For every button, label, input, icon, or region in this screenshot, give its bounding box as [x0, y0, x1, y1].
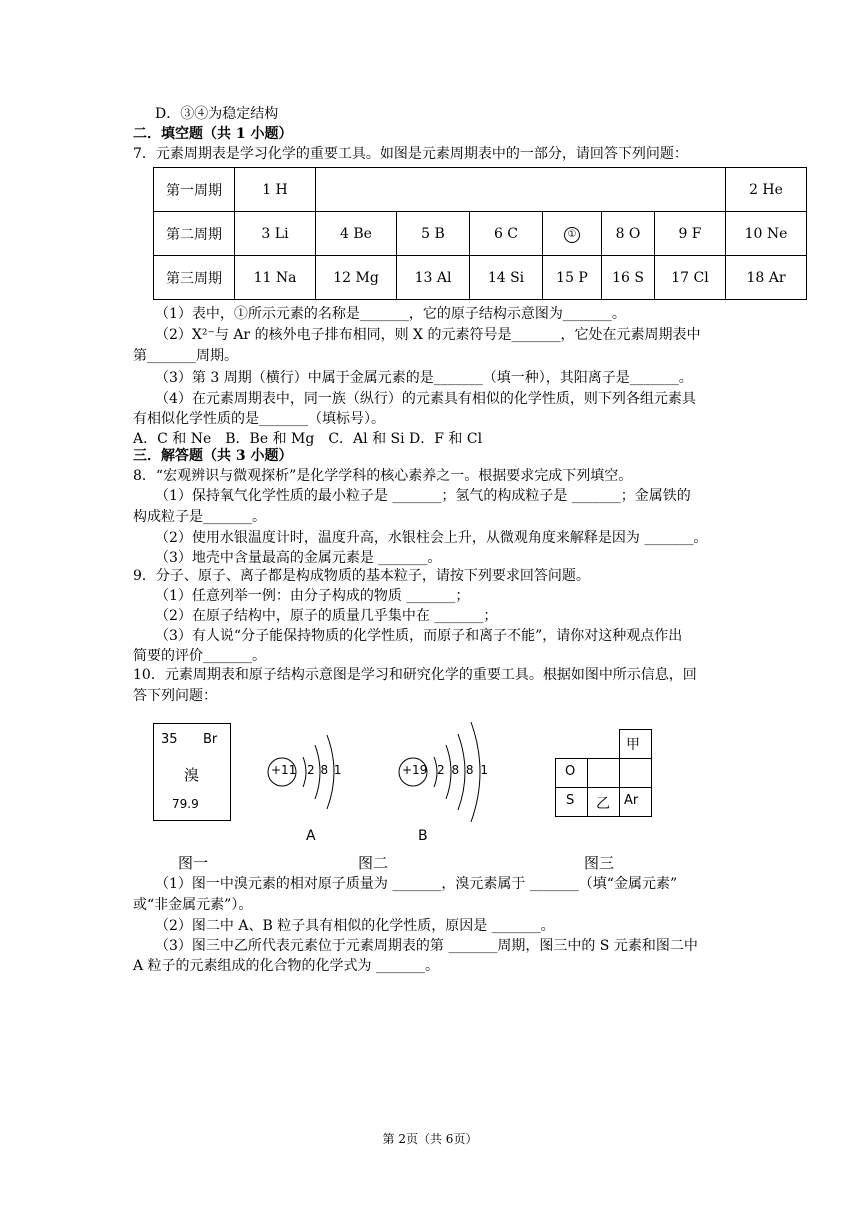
q9-sub3-b: 简要的评价_______。 — [133, 648, 266, 664]
caption-figure-3: 图三 — [584, 854, 615, 872]
q8-sub3: （3）地壳中含量最高的金属元素是 _______。 — [155, 550, 442, 566]
table-cell: 6 C — [470, 212, 543, 256]
q7-sub3: （3）第 3 周期（横行）中属于金属元素的是_______（填一种），其阳离子是_______。 — [155, 370, 693, 386]
table-row — [154, 256, 807, 300]
table-cell: 15 P — [543, 256, 602, 300]
element-name: 溴 — [184, 766, 200, 784]
q9-sub2: （2）在原子结构中，原子的质量几乎集中在 _______； — [155, 608, 498, 624]
shells-b: 2 8 8 1 — [437, 763, 488, 777]
table-cell: 5 B — [397, 212, 470, 256]
table-cell: 12 Mg — [316, 256, 397, 300]
q7-sub4-b: 有相似化学性质的是_______（填标号）。 — [133, 411, 385, 427]
table-cell: 8 O — [602, 212, 655, 256]
period-label: 第一周期 — [154, 168, 235, 212]
q7-sub1: （1）表中，①所示元素的名称是_______，它的原子结构示意图为_______。 — [155, 306, 626, 322]
table-cell: 11 Na — [235, 256, 316, 300]
table-row — [154, 212, 807, 256]
q10-sub3-b: A 粒子的元素组成的化合物的化学式为 _______。 — [133, 958, 440, 974]
q10-sub1-a: （1）图一中溴元素的相对原子质量为 _______，溴元素属于 _______（填“金属元素” — [155, 876, 678, 892]
table-cell: 18 Ar — [726, 256, 807, 300]
element-symbol: Br — [203, 732, 218, 747]
atomic-mass: 79.9 — [172, 797, 199, 811]
section-3-heading: 三．解答题（共 3 小题） — [133, 448, 293, 464]
q7-sub2-a: （2）X²⁻与 Ar 的核外电子排布相同，则 X 的元素符号是_______，它处在元素周期表中 — [155, 327, 701, 343]
q7-sub2-b: 第_______周期。 — [133, 348, 238, 364]
table-cell: 13 Al — [397, 256, 470, 300]
cell-jia: 甲 — [626, 737, 640, 753]
figure-1-element-tile — [153, 723, 231, 821]
page-footer: 第 2页（共 6页） — [382, 1132, 478, 1146]
table-cell: 4 Be — [316, 212, 397, 256]
periodic-table-fragment — [153, 167, 807, 300]
period-label: 第二周期 — [154, 212, 235, 256]
q8-stem: 8．“宏观辨识与微观探析”是化学学科的核心素养之一。根据要求完成下列填空。 — [133, 468, 633, 484]
caption-figure-2: 图二 — [358, 854, 389, 872]
label-b: B — [418, 828, 428, 844]
q8-sub1-b: 构成粒子是_______。 — [133, 509, 266, 525]
cell-s: S — [566, 793, 575, 808]
q8-sub1-a: （1）保持氧气化学性质的最小粒子是 _______；氢气的构成粒子是 _______；金属铁的 — [155, 488, 691, 504]
label-a: A — [306, 828, 316, 844]
table-cell: 1 H — [235, 168, 316, 212]
table-cell: 3 Li — [235, 212, 316, 256]
q10-sub2: （2）图二中 A、B 粒子具有相似的化学性质，原因是 _______。 — [155, 918, 555, 934]
q7-stem: 7．元素周期表是学习化学的重要工具。如图是元素周期表中的一部分，请回答下列问题： — [133, 146, 688, 162]
table-cell: 9 F — [655, 212, 726, 256]
table-cell-blank-1: ① — [543, 212, 602, 256]
q7-sub4-a: （4）在元素周期表中，同一族（纵行）的元素具有相似的化学性质，则下列各组元素具 — [155, 391, 696, 407]
nucleus-a: +11 — [271, 763, 297, 777]
table-row — [154, 168, 807, 212]
q10-sub3-a: （3）图三中乙所代表元素位于元素周期表的第 _______周期，图三中的 S 元素和图二中 — [155, 938, 698, 954]
q8-sub2: （2）使用水银温度计时，温度升高，水银柱会上升，从微观角度来解释是因为 _______。 — [155, 530, 708, 546]
q9-sub3-a: （3）有人说“分子能保持物质的化学性质，而原子和离子不能”，请你对这种观点作出 — [155, 628, 683, 644]
atomic-number: 35 — [161, 732, 178, 747]
table-cell: 17 Cl — [655, 256, 726, 300]
q10-sub1-b: 或“非金属元素”）。 — [133, 897, 253, 913]
q9-stem: 9．分子、原子、离子都是构成物质的基本粒子，请按下列要求回答问题。 — [133, 568, 590, 584]
table-cell: 10 Ne — [726, 212, 807, 256]
q9-sub1: （1）任意列举一例：由分子构成的物质 _______； — [155, 588, 470, 604]
cell-yi: 乙 — [596, 796, 610, 812]
period-label: 第三周期 — [154, 256, 235, 300]
q10-stem-a: 10．元素周期表和原子结构示意图是学习和研究化学的重要工具。根据如图中所示信息，回 — [133, 667, 697, 683]
table-cell: 16 S — [602, 256, 655, 300]
nucleus-b: +19 — [402, 763, 428, 777]
table-cell: 2 He — [726, 168, 807, 212]
shells-a: 2 8 1 — [307, 763, 342, 777]
caption-figure-1: 图一 — [178, 854, 209, 872]
option-d: D．③④为稳定结构 — [155, 106, 279, 122]
section-2-heading: 二．填空题（共 1 小题） — [133, 126, 293, 142]
q10-stem-b: 答下列问题： — [133, 688, 217, 704]
table-cell-empty — [316, 168, 726, 212]
q7-options: A．C 和 Ne B．Be 和 Mg C．Al 和 Si D．F 和 Cl — [133, 431, 483, 447]
table-cell: 14 Si — [470, 256, 543, 300]
cell-ar: Ar — [624, 793, 639, 808]
cell-o: O — [565, 764, 576, 779]
